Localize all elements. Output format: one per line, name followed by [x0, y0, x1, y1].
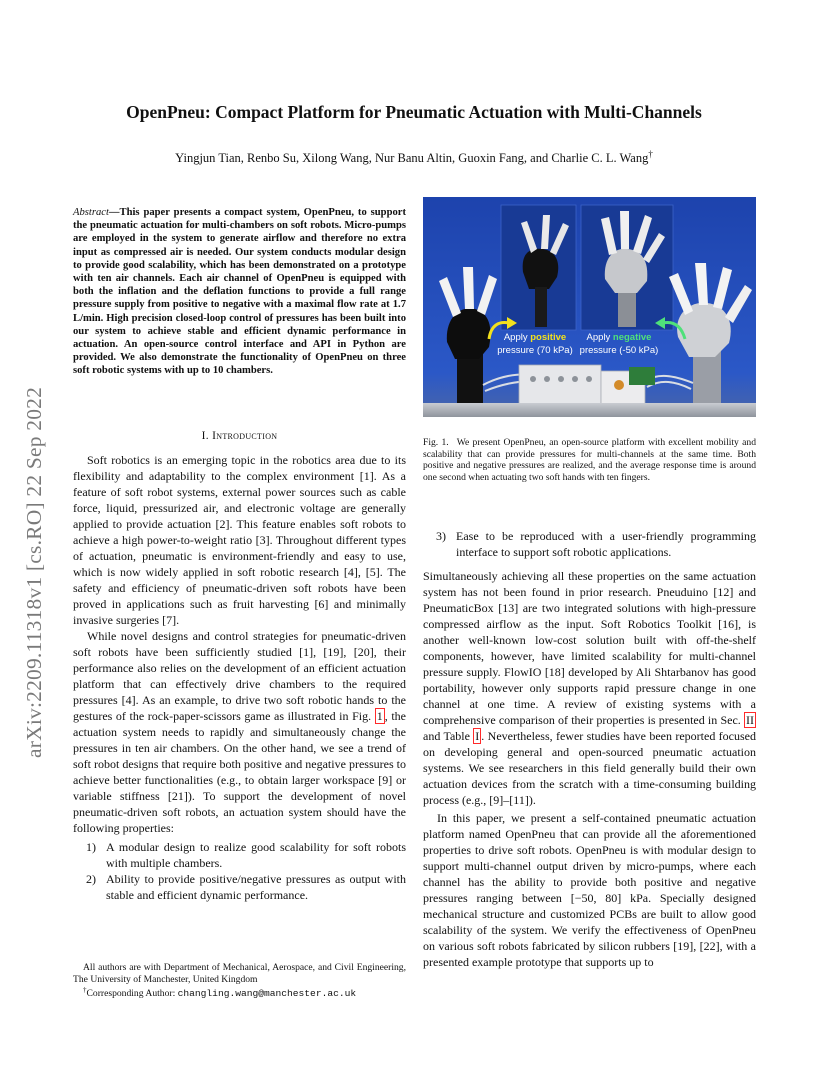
- paragraph-text: and Table: [423, 729, 474, 743]
- property-list: [73, 839, 406, 903]
- paragraph-text: While novel designs and control strategies for pneumatic-driven soft robots have been sufficiently studied [1], [19], [20], their performance also relies on the development of an efficient actuation platform that can effectively drive chambers to the required pressures [4]. As an example, to drive two soft robotic hands to the gestures of the rock-paper-scissors game as illustrated in Fig.: [73, 629, 406, 723]
- caption-text: We present OpenPneu, an open-source platform with excellent mobility and scalability that can provide pressures for multi-channels at the same time. Both positive and negative pressures are realized, and the average response time is around one second when actuating two soft hands with ten fingers.: [423, 437, 757, 483]
- author-names: Yingjun Tian, Renbo Su, Xilong Wang, Nur Banu Altin, Guoxin Fang, and Charlie C. L. Wang: [175, 151, 649, 166]
- figure-reference-link[interactable]: 1: [376, 709, 383, 723]
- author-list: [0, 149, 828, 166]
- section-reference-link[interactable]: II: [746, 713, 754, 727]
- author-footnote-mark: †: [648, 149, 653, 159]
- list-number: 1): [86, 840, 96, 854]
- right-column-body: [423, 528, 756, 970]
- paragraph: In this paper, we present a self-contained pneumatic actuation platform named OpenPneu that can provide all the aforementioned properties to drive soft robots. OpenPneu is with modular design to support multi-channel output driven by micro-pumps, where each channel has the ability to provide both positive and negative pressures ranging between [−50, 80] kPa. Specially designed mechanical structure and customized PCBs are built to allow good scalability of the system. We verify the effectiveness of OpenPneu on various soft robots fabricated by silicon rubbers [19], [22], with a presented example prototype that supports up to: [423, 811, 756, 969]
- corresponding-email[interactable]: changling.wang@manchester.ac.uk: [177, 988, 357, 1000]
- list-text: A modular design to realize good scalability for soft robots with multiple chambers.: [106, 840, 406, 870]
- section-numeral: I.: [201, 430, 209, 442]
- property-list-continued: [423, 528, 756, 560]
- footnote-mark: †: [83, 986, 87, 995]
- paragraph: [73, 628, 406, 836]
- section-title: Introduction: [212, 430, 278, 442]
- paragraph: [423, 568, 756, 808]
- list-item: [423, 528, 756, 560]
- paragraph-text: , the actuation system needs to rapidly and simultaneously change the pressures in ten air chambers. On the other hand, we see a trend of soft robot designs that require both positive and negative pressures to achieve better functionalities (e.g., to obtain larger workspace [9] or variable stiffness [21]). To support the development of novel pneumatic-driven soft robots, an actuation system should have the following properties:: [73, 709, 406, 835]
- list-item: [73, 871, 406, 903]
- paragraph: Soft robotics is an emerging topic in the robotics area due to its flexibility and adaptability to the complex environment [1]. As a feature of soft robot systems, external power sources such as cable force, liquid, pressurized air, and electronic voltage are generally applied to provide actuation [2]. This feature enables soft robots to achieve a high power-to-weight ratio [3]. Throughout different types of actuation, pneumatic is environment-friendly and easy to use, which is now widely applied in soft robotic research [4], [5]. The safety and efficiency of pneumatic-driven soft robots have been proved in applications such as fruit harvesting [6] and minimally invasive surgeries [7].: [73, 453, 406, 627]
- abstract-dash: —: [108, 207, 120, 218]
- figure-caption: [423, 437, 756, 483]
- list-item: [73, 839, 406, 871]
- abstract-text: This paper presents a compact system, OpenPneu, to support the pneumatic actuation for multi-chambers on soft robots. Micro-pumps are employed in the system to generate airflow and therefore no extra input as compressed air is needed. Our system conducts modular design to provide good scalability, which has been demonstrated on a prototype with ten air channels. Each air channel of OpenPneu is equipped with both the inflation and the deflation functions to provide a full range pressure supply from positive to negative with a maximal flow rate at 1.7 L/min. High precision closed-loop control of pressures has been built into our system to achieve stable and efficient dynamic performance in actuation. An open-source control interface and API in Python are provided. We also demonstrate the functionality of OpenPneu on three soft robotic systems with up to 10 chambers.: [73, 207, 406, 377]
- table-base: [423, 403, 756, 417]
- footnote-corresponding: [73, 985, 406, 1000]
- negative-label: Apply negative: [586, 332, 652, 343]
- paragraph-text: Simultaneously achieving all these properties on the same actuation system has not been found in prior research. Pneuduino [12] and PneumaticBox [13] are two integrated solutions with high-pressure compressed airflow as the input. Soft Robotics Toolkit [16], is another well-known low-cost solution built with off-the-shelf components, however, have limited scalability for multi-channel pressure supply. FlowIO [18] developed by Ali Shtarbanov has good portability, however only supports rapid pressure change in one channel at one time. A review of existing systems with a comprehensive comparison of their properties is presented in Sec.: [423, 569, 756, 727]
- figure-1-photo: [423, 197, 756, 417]
- footnote-affiliation: All authors are with Department of Mechanical, Aerospace, and Civil Engineering, The University of Manchester, United Kingdom: [73, 962, 406, 985]
- left-column-body: [73, 452, 406, 903]
- table-reference-link[interactable]: I: [475, 729, 480, 743]
- list-number: 3): [436, 529, 446, 543]
- paper-title: OpenPneu: Compact Platform for Pneumatic Actuation with Multi-Channels: [126, 102, 702, 122]
- abstract-label: Abstract: [73, 207, 109, 218]
- section-heading-introduction: [73, 430, 406, 442]
- negative-pressure-label: pressure (-50 kPa): [579, 345, 659, 356]
- arxiv-identifier: arXiv:2209.11318v1 [cs.RO] 22 Sep 2022: [22, 386, 46, 758]
- caption-label: Fig. 1.: [423, 437, 449, 448]
- paragraph-text: . Nevertheless, fewer studies have been reported focused on developing general and open-sourced pneumatic actuation systems. We see researchers in this field generally build their own actuation devices from the scratch with a time-consuming building process (e.g., [9]–[11]).: [423, 729, 756, 807]
- list-text: Ease to be reproduced with a user-friendly programming interface to support soft robotic applications.: [456, 529, 756, 559]
- positive-pressure-label: pressure (70 kPa): [497, 345, 573, 356]
- positive-label: Apply positive: [503, 332, 567, 343]
- footnote-label: Corresponding Author:: [86, 988, 178, 1000]
- footnote: [73, 962, 406, 1000]
- abstract: [73, 206, 406, 378]
- list-text: Ability to provide positive/negative pressures as output with stable and efficient dynamic performance.: [106, 872, 406, 902]
- list-number: 2): [86, 872, 96, 886]
